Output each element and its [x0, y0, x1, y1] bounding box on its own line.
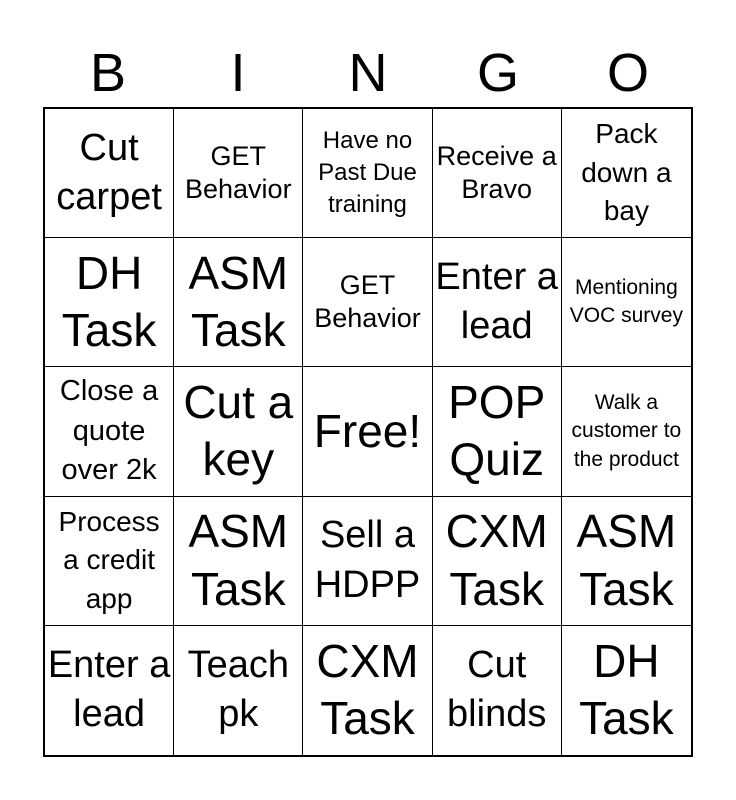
bingo-cell[interactable]	[174, 497, 303, 626]
bingo-cell[interactable]	[433, 367, 562, 496]
bingo-cell[interactable]	[174, 238, 303, 367]
bingo-cell-text: Sell a HDPP	[314, 514, 421, 606]
header-letter-o: O	[606, 43, 649, 103]
bingo-cell-text: Enter a lead	[435, 255, 558, 348]
header-letter-n: N	[348, 43, 388, 103]
bingo-cell[interactable]	[174, 367, 303, 496]
bingo-cell-text: Cut carpet	[56, 126, 162, 219]
bingo-cell-text: ASM Task	[188, 505, 289, 615]
bingo-cell-text: Walk a customer to the product	[571, 390, 682, 471]
bingo-cell-text: Mentioning VOC survey	[569, 275, 683, 328]
free-space-label: Free!	[313, 404, 422, 457]
header-letter-b: B	[89, 43, 127, 103]
bingo-cell-text: CXM Task	[445, 505, 548, 615]
bingo-cell[interactable]	[45, 367, 174, 496]
bingo-cell[interactable]	[562, 497, 691, 626]
bingo-cell[interactable]	[433, 238, 562, 367]
header-letter-g: G	[476, 43, 519, 103]
bingo-cell-free[interactable]	[303, 367, 432, 496]
bingo-cell[interactable]	[174, 109, 303, 238]
bingo-cell-text: GET Behavior	[314, 270, 421, 334]
bingo-card	[43, 107, 693, 757]
bingo-cell-text: DH Task	[61, 246, 157, 357]
bingo-cell[interactable]	[433, 626, 562, 755]
header-letter-i: I	[230, 43, 246, 103]
bingo-cell-text: Cut a key	[183, 375, 294, 486]
bingo-cell[interactable]	[174, 626, 303, 755]
bingo-cell-text: CXM Task	[316, 634, 419, 745]
bingo-cell[interactable]	[562, 109, 691, 238]
bingo-cell[interactable]	[562, 367, 691, 496]
bingo-cell[interactable]	[45, 497, 174, 626]
bingo-cell-text: ASM Task	[188, 246, 289, 357]
bingo-cell[interactable]	[433, 109, 562, 238]
bingo-cell-text: Have no Past Due training	[318, 126, 417, 219]
bingo-cell[interactable]	[433, 497, 562, 626]
bingo-cell[interactable]	[303, 109, 432, 238]
bingo-cell-text: Close a quote over 2k	[59, 375, 159, 487]
bingo-cell[interactable]	[303, 497, 432, 626]
bingo-cell-text: DH Task	[579, 634, 674, 745]
bingo-cell-text: POP Quiz	[448, 375, 546, 486]
bingo-cell-text: Enter a lead	[47, 644, 171, 736]
bingo-cell[interactable]	[45, 626, 174, 755]
bingo-cell-text: Pack down a bay	[581, 118, 672, 227]
bingo-cell-text: ASM Task	[576, 505, 677, 615]
bingo-cell-text: Cut blinds	[447, 644, 547, 736]
bingo-cell-text: GET Behavior	[185, 141, 292, 205]
bingo-cell[interactable]	[562, 626, 691, 755]
bingo-cell[interactable]	[562, 238, 691, 367]
bingo-cell[interactable]	[303, 626, 432, 755]
bingo-cell[interactable]	[45, 238, 174, 367]
bingo-cell[interactable]	[303, 238, 432, 367]
bingo-cell-text: Process a credit app	[58, 505, 160, 614]
bingo-header	[43, 40, 693, 106]
bingo-cell-text: Teach pk	[187, 644, 289, 736]
bingo-cell-text: Receive a Bravo	[436, 141, 557, 205]
bingo-cell[interactable]	[45, 109, 174, 238]
